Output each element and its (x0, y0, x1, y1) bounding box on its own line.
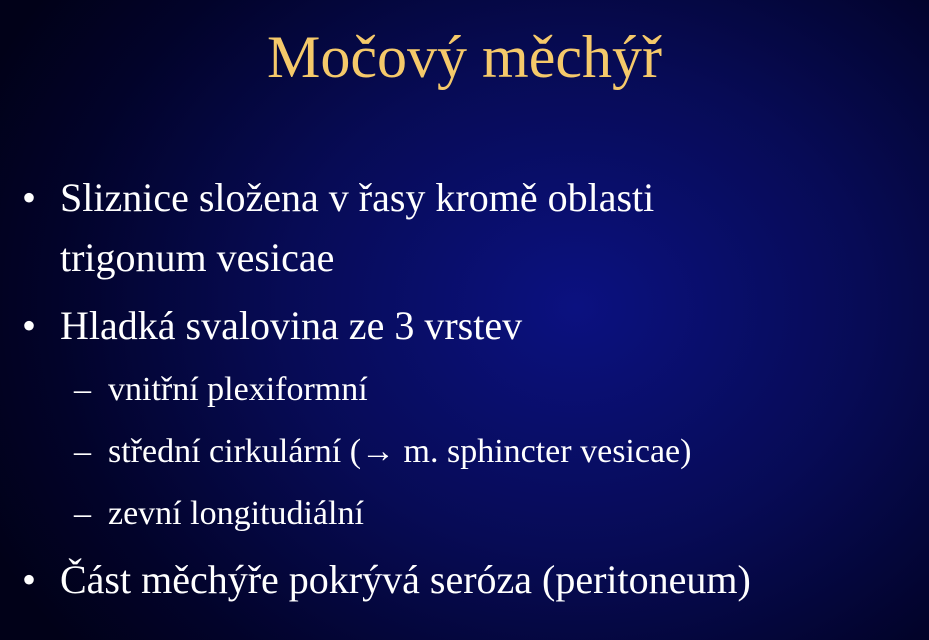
sub-bullet-marker: – (74, 495, 91, 532)
sub-bullet-marker: – (74, 433, 91, 470)
sub-item-outer-layer: zevní longitudiální (108, 495, 364, 532)
bullet-marker: • (22, 557, 37, 602)
bullet-item-2: Hladká svalovina ze 3 vrstev (60, 303, 523, 348)
bullet-item-3: Část měchýře pokrývá seróza (peritoneum) (60, 557, 751, 602)
bullet-item-1-line-1: Sliznice složena v řasy kromě oblasti (60, 175, 655, 220)
sub-item-inner-layer: vnitřní plexiformní (108, 371, 368, 408)
bullet-marker: • (22, 303, 37, 348)
sub-item-middle-layer: střední cirkulární (→ m. sphincter vesicae) (108, 433, 692, 470)
bullet-item-1-line-2: trigonum vesicae (60, 235, 335, 280)
sub-bullet-marker: – (74, 371, 91, 408)
slide-title: Močový měchýř (267, 24, 662, 90)
bullet-marker: • (22, 175, 37, 220)
